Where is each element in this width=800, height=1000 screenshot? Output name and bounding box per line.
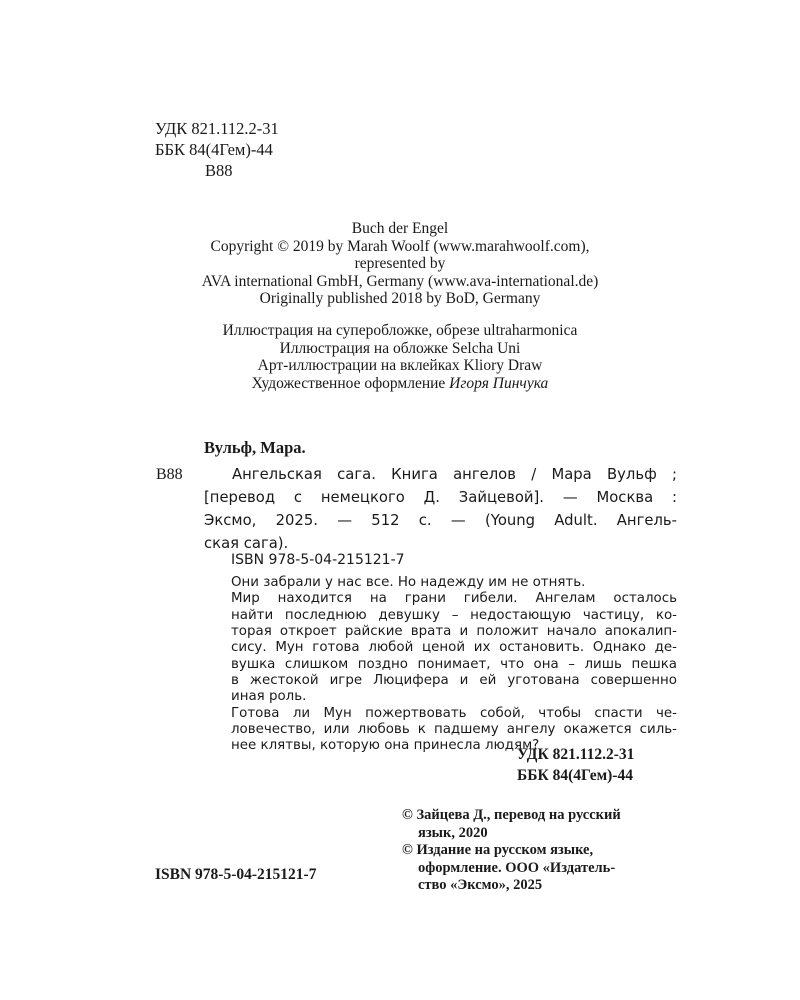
original-publication: Originally published 2018 by BoD, Germany bbox=[259, 290, 541, 308]
annotation-line: Мир находится на грани гибели. Ангелам осталось bbox=[231, 591, 677, 607]
bib-line: [перевод с немецкого Д. Зайцевой]. — Москва : bbox=[204, 489, 677, 506]
annotation-line: нее клятвы, которую она принесла людям? bbox=[231, 738, 540, 754]
credit-design-name: Игоря Пинчука bbox=[449, 374, 549, 392]
edition-copyright-cont: ство «Эксмо», 2025 bbox=[418, 877, 543, 893]
udk-code-bottom: УДК 821.112.2-31 bbox=[517, 746, 635, 763]
isbn-bottom: ISBN 978-5-04-215121-7 bbox=[155, 866, 317, 883]
credit-design bbox=[0, 375, 800, 393]
annotation-line: иная роль. bbox=[231, 689, 307, 705]
translation-copyright-1: © Зайцева Д., перевод на русский bbox=[402, 807, 621, 823]
bib-line: ская сага). bbox=[204, 535, 289, 552]
annotation-line: сису. Мун готова любой ценой их остановить. Однако де- bbox=[231, 640, 677, 656]
annotation-line: торая откроет райские врата и положит начало апокалип- bbox=[231, 624, 677, 640]
bottom-classification bbox=[517, 744, 634, 786]
illustration-credits bbox=[0, 322, 800, 392]
represented-by: represented by bbox=[354, 255, 446, 273]
bbk-code-bottom: ББК 84(4Гем)-44 bbox=[517, 767, 633, 784]
credit-cover: Иллюстрация на обложке Selcha Uni bbox=[279, 339, 521, 357]
bib-isbn: ISBN 978-5-04-215121-7 bbox=[231, 552, 405, 568]
author-heading: Вульф, Мара. bbox=[204, 438, 306, 457]
annotation-line: вушка слишком поздно понимает, что она – лишь пешка bbox=[231, 656, 677, 672]
bibliographic-description bbox=[204, 463, 677, 555]
annotation-line: Они забрали у нас все. Но надежду им не отнять. bbox=[231, 575, 586, 590]
annotation-line: ловечество, или любовь к падшему ангелу окажется силь- bbox=[231, 722, 677, 738]
bib-line: Ангельская сага. Книга ангелов / Мара Вульф ; bbox=[232, 466, 677, 483]
annotation-line: в жестокой игре Люцифера и ей уготована совершенно bbox=[231, 673, 677, 689]
original-title: Buch der Engel bbox=[351, 220, 449, 237]
bbk-code: ББК 84(4Гем)-44 bbox=[155, 140, 273, 159]
edition-copyright: © Издание на русском языке, bbox=[402, 842, 594, 858]
credit-inserts: Арт-иллюстрации на вклейках Kliory Draw bbox=[257, 357, 543, 375]
agency-line: AVA international GmbH, Germany (www.ava-international.de) bbox=[201, 272, 599, 290]
edition-copyright-cont: оформление. ООО «Издатель- bbox=[418, 859, 616, 876]
annotation-line: Готова ли Мун пожертвовать собой, чтобы спасти че- bbox=[231, 705, 677, 721]
annotation-line: найти последнюю девушку – недостающую частицу, ко- bbox=[231, 607, 677, 623]
udk-code: УДК 821.112.2-31 bbox=[155, 119, 279, 138]
author-mark: В88 bbox=[205, 161, 233, 180]
translation-copyrights bbox=[402, 807, 682, 895]
credit-design-label: Художественное оформление bbox=[251, 374, 450, 392]
bib-line: Эксмо, 2025. — 512 с. — (Young Adult. Ангель- bbox=[204, 512, 677, 529]
translation-copyright-1-cont: язык, 2020 bbox=[418, 824, 488, 841]
copyright-line: Copyright © 2019 by Marah Woolf (www.marahwoolf.com), bbox=[210, 237, 590, 255]
top-classification bbox=[155, 118, 279, 181]
credit-superjacket: Иллюстрация на суперобложке, обрезе ultraharmonica bbox=[222, 322, 578, 339]
bib-index-code: В88 bbox=[156, 466, 183, 483]
original-copyright-block bbox=[0, 220, 800, 308]
annotation bbox=[231, 575, 677, 755]
